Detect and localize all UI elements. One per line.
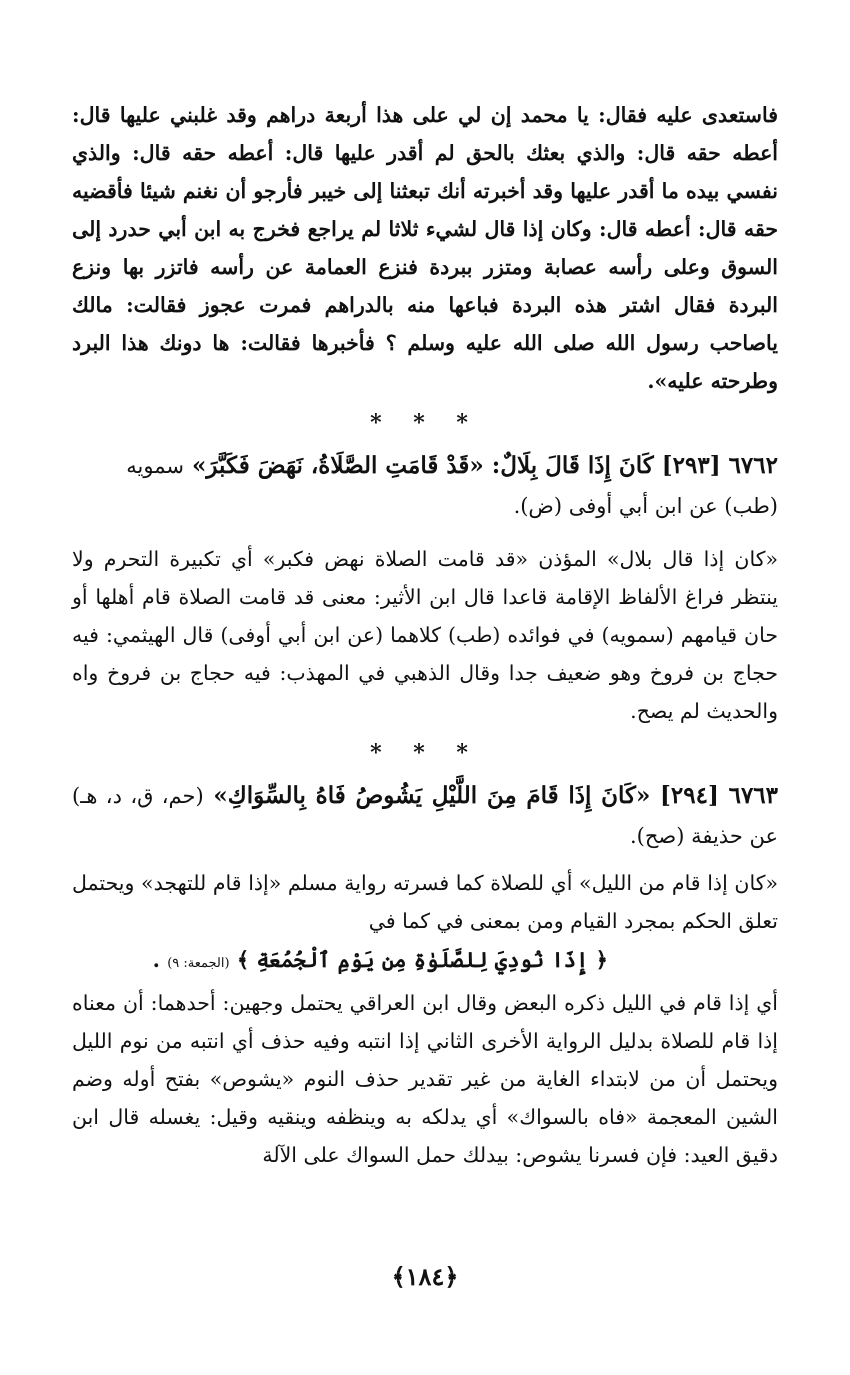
hadith-6763: [72, 776, 778, 856]
paragraph-continuation: فاستعدى عليه فقال: يا محمد إن لي على هذا أربعة دراهم وقد غلبني عليها قال: أعطه حقه قال: والذي بعثك بالحق لم أقدر عليها قال: أعطه حقه قال: والذي نفسي بيده ما أقدر عليها وقد أخبرته أنك تبعثنا إلى خيبر فأرجو أن نغنم شيئا فأقضيه حقه قال: أعطه قال: وكان إذا قال لشيء ثلاثا لم يراجع فخرج به ابن أبي حدرد إلى السوق وعلى رأسه عصابة ومتزر ببردة فنزع العمامة عن رأسه فاتزر بها ونزع البردة فقال اشتر هذه البردة فباعها منه بالدراهم فمرت عجوز فقالت: مالك ياصاحب رسول الله صلى الله عليه وسلم ؟ فأخبرها فقالت: ها دونك هذا البرد وطرحته عليه».: [72, 103, 778, 393]
commentary-6763-intro: «كان إذا قام من الليل» أي للصلاة كما فسرته رواية مسلم «إذا قام للتهجد» ويحتمل تعلق الحكم بمجرد القيام ومن بمعنى في كما في: [72, 871, 778, 933]
page-body: [72, 96, 778, 1236]
hadith-6762: [72, 446, 778, 486]
quran-verse-tail: .: [152, 947, 160, 972]
commentary-6762: «كان إذا قال بلال» المؤذن «قد قامت الصلاة نهض فكبر» أي تكبيرة التحرم ولا ينتظر فراغ الألفاظ الإقامة قاعدا قال ابن الأثير: معنى قد قامت الصلاة قام أهلها أو حان قيامهم (سمويه) في فوائده (طب) كلاهما (عن ابن أبي أوفى) قال الهيثمي: فيه حجاج بن فروخ وهو ضعيف جدا وقال الذهبي في المهذب: فيه حجاج بن فروخ واه والحديث لم يصح.: [72, 547, 778, 723]
hadith-6762-source: (طب) عن ابن أبي أوفى (ض).: [513, 494, 778, 518]
hadith-6762-source-inline: سمويه: [126, 454, 184, 478]
hadith-6763-source: (حم، ق، د، هـ) عن حذيفة (صح).: [72, 784, 778, 848]
section-separator: * * *: [370, 740, 480, 766]
quran-verse-reference: (الجمعة: ٩): [167, 956, 230, 971]
page-number: ﴿١٨٤﴾: [391, 1262, 459, 1291]
quran-verse: [72, 940, 778, 984]
commentary-6763-body: أي إذا قام في الليل ذكره البعض وقال ابن العراقي يحتمل وجهين: أحدهما: أن معناه إذا قام للصلاة بدليل الرواية الأخرى الثاني إذا انتبه وفيه حذف أي انتبه من نوم الليل ويحتمل أن من لابتداء الغاية من غير تقدير حذف النوم «يشوص» بفتح أوله وضم الشين المعجمة «فاه بالسواك» أي يدلكه به وينظفه وينقيه وقيل: يغسله قال ابن دقيق العيد: فإن فسرنا يشوص: بيدلك حمل السواك على الآلة: [72, 991, 778, 1167]
quran-verse-text: ﴿ إِذَا نُودِيَ لِلصَّلَوٰةِ مِن يَوْمِ ٱلْجُمُعَةِ ﴾: [236, 947, 608, 972]
hadith-6762-text: ٦٧٦٢ [٢٩٣] كَانَ إِذَا قَالَ بِلَالٌ: «قَدْ قَامَتِ الصَّلَاةُ، نَهَضَ فَكَبَّرَ»: [191, 452, 778, 479]
hadith-6763-text: ٦٧٦٣ [٢٩٤] «كَانَ إِذَا قَامَ مِنَ اللَّيْلِ يَشُوصُ فَاهُ بِالسِّوَاكِ»: [213, 782, 779, 809]
section-separator: * * *: [370, 410, 480, 436]
